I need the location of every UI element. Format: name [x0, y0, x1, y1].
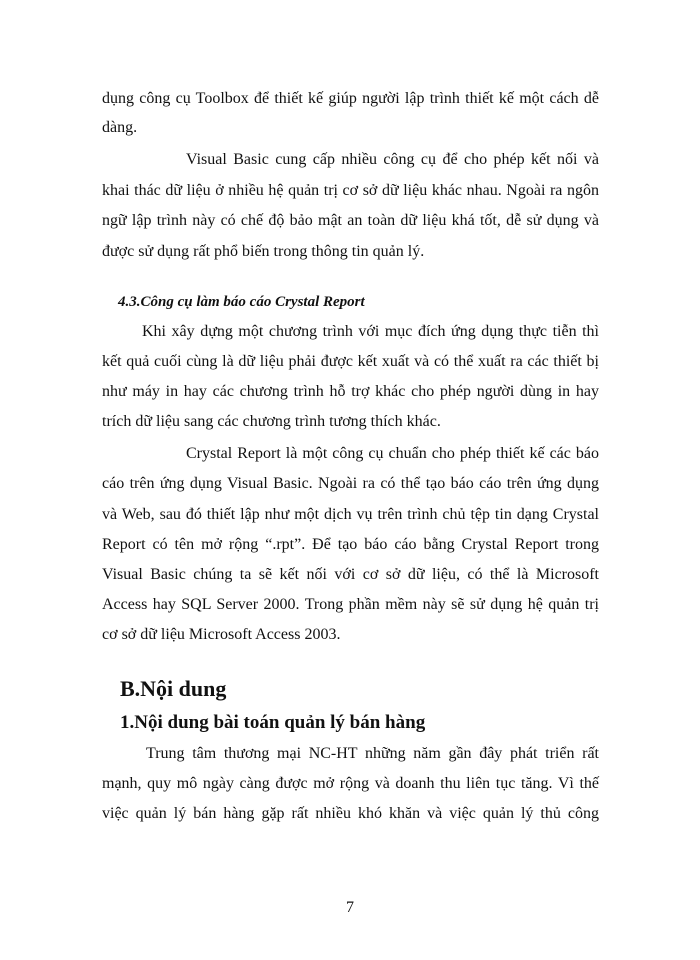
paragraph-line: Trung tâm thương mại NC-HT những năm gần đây phát triển rất: [146, 745, 599, 762]
paragraph-line: ngữ lập trình này có chế độ bảo mật an toàn dữ liệu khá tốt, dễ sử dụng và: [102, 212, 599, 229]
paragraph-line: dụng công cụ Toolbox để thiết kế giúp người lập trình thiết kế một cách dễ: [102, 90, 599, 107]
paragraph-line: cơ sở dữ liệu Microsoft Access 2003.: [102, 626, 341, 643]
paragraph-line: Crystal Report là một công cụ chuẩn cho phép thiết kế các báo: [186, 445, 599, 462]
paragraph-line: dàng.: [102, 119, 138, 136]
paragraph-line: kết quả cuối cùng là dữ liệu phải được kết xuất và có thể xuất ra các thiết bị: [102, 353, 599, 370]
page-number: 7: [346, 899, 354, 916]
paragraph-line: Report có tên mở rộng “.rpt”. Để tạo báo cáo bằng Crystal Report trong: [102, 536, 599, 553]
paragraph-line: và Web, sau đó thiết lập như một dịch vụ trên trình chủ tệp tin dạng Crystal: [102, 506, 599, 523]
section-heading-b: B.Nội dung: [120, 676, 227, 701]
paragraph-line: như máy in hay các chương trình hỗ trợ khác cho phép người dùng in hay: [102, 383, 599, 400]
paragraph-line: mạnh, quy mô ngày càng được mở rộng và doanh thu liên tục tăng. Vì thế: [102, 775, 599, 792]
paragraph-line: Visual Basic chúng ta sẽ kết nối với cơ sở dữ liệu, có thể là Microsoft: [102, 566, 599, 583]
section-heading-4-3: 4.3.Công cụ làm báo cáo Crystal Report: [118, 294, 365, 310]
section-heading-1: 1.Nội dung bài toán quản lý bán hàng: [120, 712, 426, 733]
paragraph-line: được sử dụng rất phổ biến trong thông tin quản lý.: [102, 243, 425, 260]
paragraph-line: Visual Basic cung cấp nhiều công cụ để cho phép kết nối và: [186, 151, 599, 168]
paragraph-line: khai thác dữ liệu ở nhiều hệ quản trị cơ sở dữ liệu khác nhau. Ngoài ra ngôn: [102, 182, 599, 199]
paragraph-line: việc quản lý bán hàng gặp rất nhiều khó khăn và việc quản lý thủ công: [102, 805, 599, 822]
paragraph-line: Access hay SQL Server 2000. Trong phần mềm này sẽ sử dụng hệ quản trị: [102, 596, 599, 613]
paragraph-line: Khi xây dựng một chương trình với mục đích ứng dụng thực tiễn thì: [142, 323, 599, 340]
paragraph-line: trích dữ liệu sang các chương trình tương thích khác.: [102, 413, 441, 430]
paragraph-line: cáo trên ứng dụng Visual Basic. Ngoài ra có thể tạo báo cáo trên ứng dụng: [102, 475, 599, 492]
